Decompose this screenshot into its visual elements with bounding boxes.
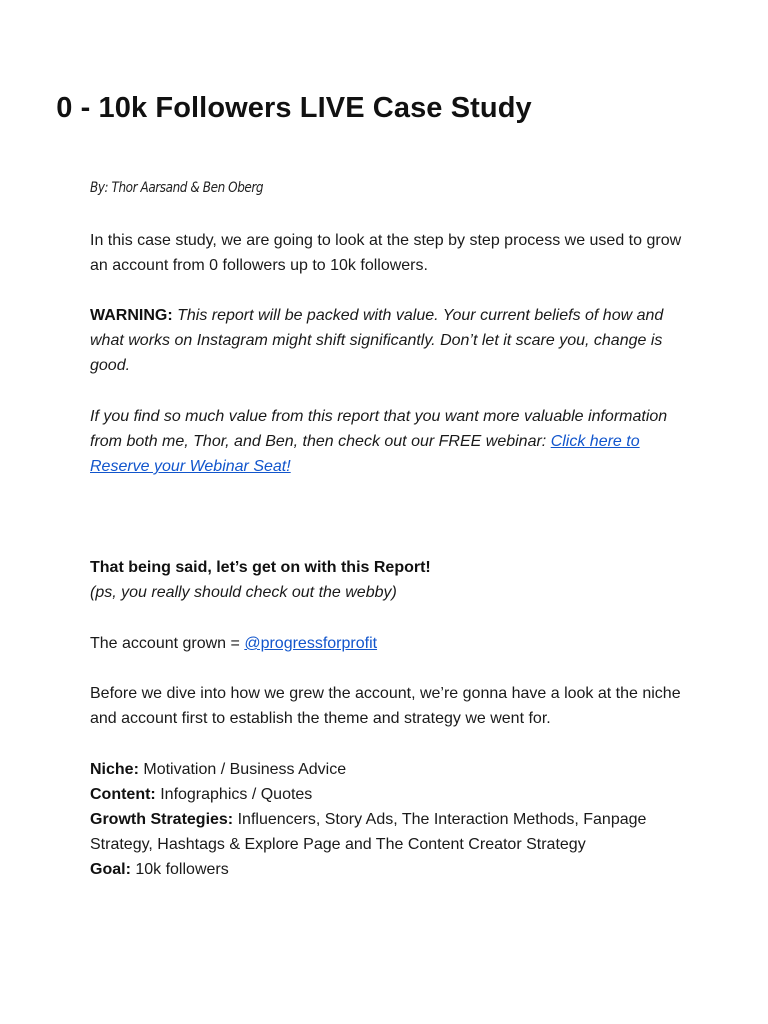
niche-intro-paragraph: Before we dive into how we grew the account, we’re gonna have a look at the niche and account first to establish the theme and strategy we went for. [90, 685, 681, 727]
detail-goal [90, 861, 229, 878]
webinar-link[interactable]: Click here to Reserve your Webinar Seat! [90, 433, 640, 475]
webinar-paragraph [90, 404, 690, 479]
account-line [90, 631, 690, 656]
warning-paragraph [90, 303, 690, 378]
detail-value: Infographics / Quotes [160, 786, 313, 803]
detail-value: Influencers, Story Ads, The Interaction Methods, Fanpage Strategy, Hashtags & Explore Page and The Content Creator Strategy [90, 811, 647, 853]
intro-paragraph: In this case study, we are going to look at the step by step process we used to grow an account from 0 followers up to 10k followers. [90, 232, 682, 274]
details-list [90, 757, 690, 882]
warning-label: WARNING: [90, 307, 173, 324]
section-intro [90, 555, 690, 605]
detail-content [90, 786, 312, 803]
document-title: 0 - 10k Followers LIVE Case Study [56, 92, 532, 124]
detail-value: Motivation / Business Advice [143, 761, 347, 778]
detail-niche [90, 761, 346, 778]
byline: By: Thor Aarsand & Ben Oberg [90, 180, 264, 196]
section-heading: That being said, let’s get on with this Report! [90, 559, 431, 576]
detail-label: Content: [90, 786, 156, 803]
account-prefix: The account grown = [90, 635, 240, 652]
detail-growth-strategies [90, 811, 646, 853]
detail-label: Goal: [90, 861, 131, 878]
detail-label: Niche: [90, 761, 139, 778]
ps-note: (ps, you really should check out the webby) [90, 584, 397, 601]
webinar-text: If you find so much value from this report that you want more valuable information from both me, Thor, and Ben, then check out our FREE webinar: [90, 408, 668, 450]
detail-value: 10k followers [135, 861, 229, 878]
account-handle-link[interactable]: @progressforprofit [244, 635, 378, 652]
detail-label: Growth Strategies: [90, 811, 234, 828]
warning-text: This report will be packed with value. Your current beliefs of how and what works on Instagram might shift significantly. Don’t let it scare you, change is good. [90, 307, 664, 374]
